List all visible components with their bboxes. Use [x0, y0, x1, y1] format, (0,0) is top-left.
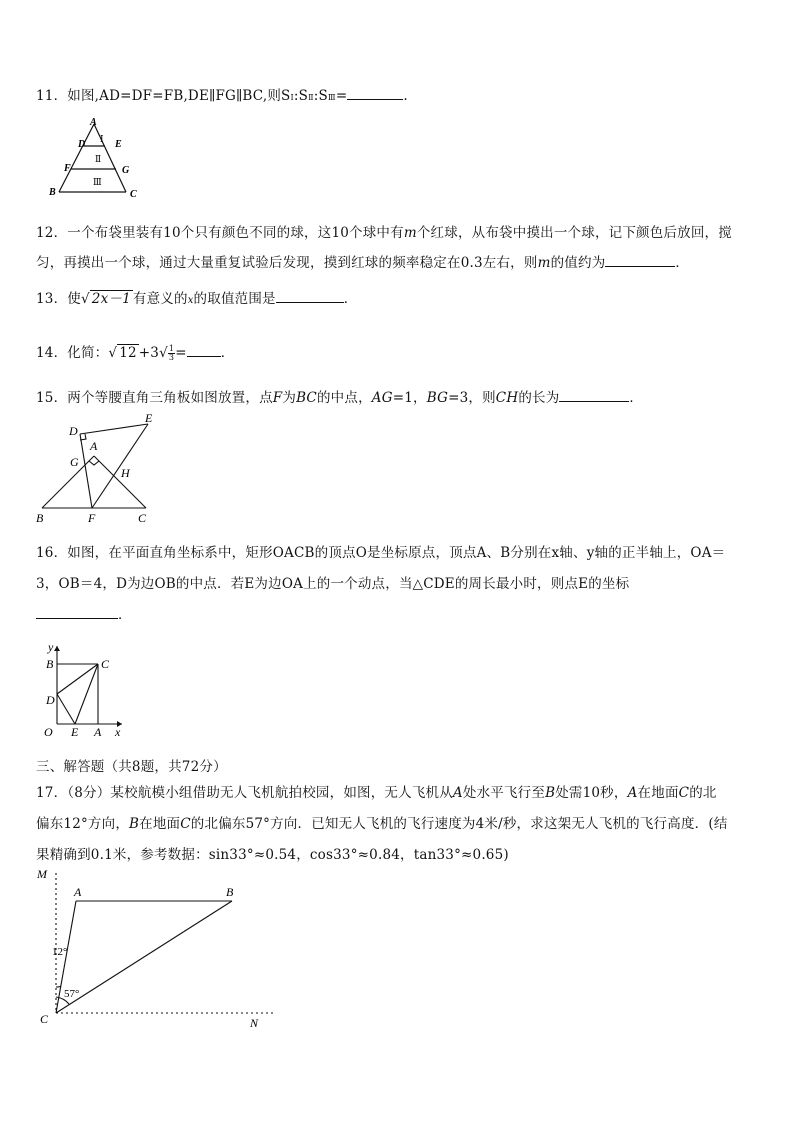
q14-sqrt-frac: √ $\frac{1}{3}$ [159, 344, 175, 362]
q15-right-angle-a [89, 461, 99, 465]
q17-var-b1: B [545, 785, 556, 801]
q15-side-ba [42, 456, 94, 508]
q15-var-bc: BC [296, 390, 317, 406]
q11-s2: Ⅱ [308, 93, 314, 102]
q11-eq: = [335, 88, 348, 104]
q11-end: . [403, 88, 408, 104]
q17-text-2a: 偏东12°方向， [36, 816, 130, 832]
q11-s1: Ⅰ [290, 93, 294, 102]
q16-answer-blank[interactable] [36, 606, 118, 619]
q17-line-cb [56, 901, 232, 1013]
q15-label-f: F [88, 511, 96, 525]
q12-end: ． [675, 255, 690, 271]
q16-label-y: y [48, 640, 54, 654]
q11-label-a: A [90, 117, 97, 128]
question-15 [36, 386, 643, 406]
q16-label-b: B [46, 657, 54, 671]
q14-radicand-12: 12 [119, 345, 137, 361]
q14-answer-blank[interactable] [187, 344, 221, 357]
q13-var-x: x [187, 295, 194, 306]
q11-s3: Ⅲ [327, 93, 336, 102]
q16-text-1: 16．如图，在平面直角坐标系中，矩形OACB的顶点O是坐标原点，顶点A、B分别在x轴、y轴的正半轴上，OA＝ [36, 545, 726, 561]
q15-text-c: 的中点， [316, 390, 372, 406]
q11-label-f: F [64, 163, 71, 174]
q13-text-middle: 有意义的 [132, 291, 188, 307]
q15-text-a: 15．两个等腰直角三角板如图放置，点 [36, 390, 273, 406]
q11-label-b: B [49, 187, 56, 198]
question-13 [36, 287, 357, 307]
section-3-text: 三、解答题（共8题，共72分） [36, 759, 227, 775]
q14-sqrt-12: √ 12 [108, 345, 137, 361]
q17-text-1d: 在地面 [637, 785, 679, 801]
q13-sqrt: √ 2x－1 [80, 291, 131, 307]
q11-colon-1: :S [293, 88, 309, 104]
q15-var-ag: AG [371, 390, 393, 406]
q12-text-2a: 匀，再摸出一个球，通过大量重复试验后发现，摸到红球的频率稳定在0.3左右，则 [36, 255, 538, 271]
question-14 [36, 341, 234, 362]
q15-text-e: =3，则 [448, 390, 496, 406]
q17-text-1e: 的北 [689, 785, 717, 801]
q15-side-fe [92, 424, 148, 508]
q16-figure [40, 640, 140, 740]
q11-colon-2: :S [313, 88, 328, 104]
question-17-line-3 [36, 843, 509, 863]
q17-var-a1: A [452, 785, 463, 801]
q13-text-prefix: 13．使 [36, 291, 81, 307]
q15-var-bg: BG [426, 390, 449, 406]
q11-label-c: C [130, 189, 137, 200]
q17-angle-12-arc [56, 986, 61, 987]
question-11 [36, 84, 408, 104]
q17-var-a2: A [627, 785, 638, 801]
q12-var-m-2: m [537, 255, 551, 271]
q17-label-m: M [37, 867, 47, 881]
q17-text-1a: 17．（8分）某校航模小组借助无人飞机航拍校园，如图，无人飞机从 [36, 785, 453, 801]
q15-text-b: 为 [282, 390, 297, 406]
question-12-line-1 [36, 221, 732, 241]
q16-label-x: x [115, 725, 121, 739]
q13-text-suffix: 的取值范围是 [193, 291, 276, 307]
q17-text-1b: 处水平飞行至 [462, 785, 546, 801]
q17-var-c1: C [678, 785, 690, 801]
question-17-line-1 [36, 781, 717, 801]
q15-label-e: E [145, 411, 153, 425]
q17-var-b2: B [129, 816, 140, 832]
q17-text-2b: 在地面 [139, 816, 181, 832]
q11-label-d: D [78, 139, 86, 150]
q12-text-1b: 个红球，从布袋中摸出一个球，记下颜色后放回，搅 [416, 225, 732, 241]
q15-side-ac [94, 456, 146, 508]
q11-figure [44, 114, 144, 204]
question-16-line-1 [36, 541, 725, 561]
q17-figure [34, 865, 284, 1030]
q17-angle-12-label: 12° [52, 946, 68, 958]
q15-text-d: =1， [392, 390, 427, 406]
q14-text-prefix: 14．化简： [36, 345, 109, 361]
q12-answer-blank[interactable] [605, 254, 675, 267]
q12-text-1a: 12．一个布袋里装有10个只有颜色不同的球，这10个球中有 [36, 225, 404, 241]
q14-plus3: +3 [138, 345, 160, 361]
q15-label-b: B [36, 511, 44, 525]
q16-label-o: O [44, 725, 53, 739]
q15-side-de [80, 424, 148, 434]
q11-label-g: G [122, 165, 130, 176]
q14-eq: = [175, 345, 187, 361]
q14-den: 3 [168, 353, 175, 362]
q17-text-2c: 的北偏东57°方向．已知无人飞机的飞行速度为4米/秒，求这架无人飞机的飞行高度．(结 [190, 816, 728, 832]
q15-figure [34, 410, 164, 525]
q15-label-h: H [121, 466, 130, 480]
q16-y-arrow-icon [54, 646, 60, 651]
q17-angle-57-label: 57° [64, 988, 80, 1000]
q15-label-g: G [70, 455, 79, 469]
q17-label-b: B [226, 885, 234, 899]
q11-label-e: E [115, 139, 122, 150]
q15-answer-blank[interactable] [559, 389, 629, 402]
q13-answer-blank[interactable] [276, 290, 344, 303]
q11-region-2: Ⅱ [95, 154, 102, 164]
q14-num: 1 [168, 344, 175, 353]
q16-label-a: A [94, 725, 102, 739]
q16-segment-de [57, 694, 75, 724]
q16-label-e: E [71, 725, 79, 739]
q12-var-m: m [403, 225, 417, 241]
q15-end: ． [629, 390, 644, 406]
q15-label-c: C [138, 511, 147, 525]
q15-var-ch: CH [495, 390, 519, 406]
section-3-heading [36, 755, 227, 775]
q17-text-3: 果精确到0.1米，参考数据：sin33°≈0.54，cos33°≈0.84，tan33°≈0.65) [36, 847, 509, 863]
q17-var-c2: C [180, 816, 191, 832]
question-16-line-2 [36, 572, 629, 592]
q11-region-1: Ⅰ [100, 134, 104, 144]
q15-var-f: F [272, 390, 283, 406]
question-12-line-2 [36, 251, 689, 271]
q17-label-c: C [40, 1012, 49, 1026]
q11-region-3: Ⅲ [93, 177, 102, 187]
question-17-line-2 [36, 812, 728, 832]
q11-answer-blank[interactable] [347, 87, 403, 100]
q11-text: 11．如图,AD=DF=FB,DE∥FG∥BC,则S [36, 88, 291, 104]
q14-end: ． [220, 345, 235, 361]
q17-label-a: A [74, 885, 82, 899]
question-16-line-3 [36, 603, 132, 623]
q13-end: ． [343, 291, 358, 307]
q16-label-d: D [46, 693, 55, 707]
q15-text-f: 的长为 [518, 390, 560, 406]
q15-label-d: D [69, 424, 78, 438]
q13-radicand: 2x－1 [91, 291, 131, 307]
q17-text-1c: 处需10秒， [555, 785, 628, 801]
q12-text-2b: 的值约为 [550, 255, 606, 271]
q16-end: ． [118, 607, 132, 623]
q16-text-2: 3，OB＝4，D为边OB的中点．若E为边OA上的一个动点，当△CDE的周长最小时，则点E的坐标 [36, 576, 630, 592]
q16-label-c: C [101, 657, 110, 671]
q17-label-n: N [250, 1016, 259, 1030]
q15-label-a: A [90, 439, 98, 453]
q11-side-ab [59, 124, 94, 192]
